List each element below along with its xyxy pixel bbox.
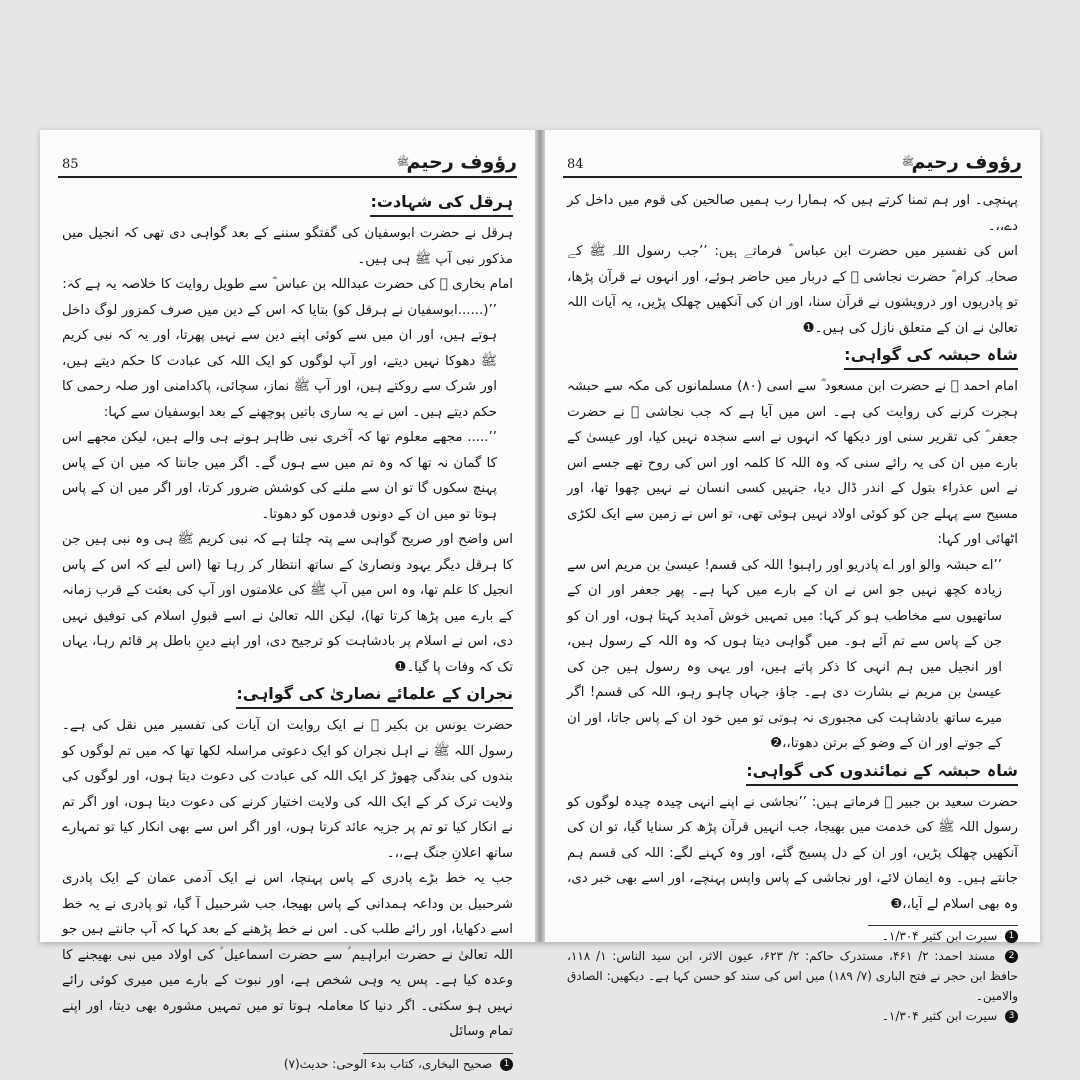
page-84 (545, 130, 1040, 1023)
footnote-text: مسند احمد: ۲/ ۴۶۱، مستدرک حاکم: ۲/ ۶۲۳، عیون الاثر، ابن سید الناس: ۱/ ۱۱۸، حافظ ابن حجر نے فتح الباری (۷/ ۱۸۹) میں اس کی سند کو حسن کہا ہے۔ دیکھیں: الصادق والامین۔ (567, 949, 1018, 1003)
page-body (62, 188, 513, 1071)
open-book (40, 130, 1040, 1071)
footnote (62, 1054, 513, 1074)
footnote (567, 946, 1018, 1006)
section-heading: شاہ حبشہ کے نمائندوں کی گواہی: (746, 759, 1018, 786)
paragraph: ہرقل نے حضرت ابوسفیان کی گفتگو سننے کے بعد گواہی دی تھی کہ انجیل میں مذکور نبی آپ ﷺ ہی ہیں۔ (62, 226, 513, 267)
paragraph: جب یہ خط بڑے پادری کے پاس پہنچا، اس نے ایک آدمی عمان کے ایک پادری شرحبیل بن وداعہ ہمدانی کے پاس بھیجا، جب شرحبیل آ گیا، تو پادری نے یہ خط اسے دکھایا، اور رائے طلب کی۔ اس نے خط پڑھنے کے بعد کہا کہ آپ جانتے ہیں جو اللہ تعالیٰ نے حضرت ابراہیم ؑ سے حضرت اسماعیل ؑ کی اولاد میں نبی بھیجنے کا وعدہ کیا ہے۔ پس یہ وہی شخص ہے، اور نبوت کے بارے میں میری کوئی رائے نہیں ہو سکتی۔ اگر دنیا کا معاملہ ہوتا تو میں تمہیں مشورہ بھی دیتا، اور اپنے تمام وسائل (62, 871, 513, 1039)
page-number: 85 (62, 157, 79, 172)
salawat-symbol-icon: ﷺ (396, 157, 409, 168)
quote-paragraph: ’’(......ابوسفیان نے ہرقل کو) بتایا کہ اس کے دین میں صرف کمزور لوگ داخل ہوتے ہیں، اور ان میں سے کوئی اپنے دین سے نہیں پھرتا، اور یہ کہ نبی کریم ﷺ دھوکا نہیں دیتے، اور آپ لوگوں کو ایک اللہ کی عبادت کا حکم دیتے ہیں، اور شرک سے روکتے ہیں، اور آپ ﷺ نماز، سچائی، پاکدامنی اور صلہ رحمی کا حکم دیتے ہیں۔ اس نے یہ ساری باتیں پوچھنے کے بعد ابوسفیان سے کہا: (62, 302, 497, 420)
section-heading: نجران کے علمائے نصاریٰ کی گواہی: (236, 682, 513, 709)
paragraph: پہنچی۔ اور ہم تمنا کرتے ہیں کہ ہمارا رب ہمیں صالحین کی قوم میں داخل کر دے،،۔ (567, 193, 1018, 234)
footnote-number: 1 (1005, 930, 1018, 943)
page-body (567, 188, 1019, 1023)
page-number: 84 (567, 157, 584, 172)
footnote-number: 2 (1005, 950, 1018, 963)
quote-paragraph: ’’..... مجھے معلوم تھا کہ آخری نبی ظاہر ہونے ہی والے ہیں، لیکن مجھے اس کا گمان نہ تھا کہ وہ تم میں سے ہوں گے۔ اگر میں جانتا کہ میں ان کے پاس پہنچ سکوں گا تو ان سے ملنے کی کوشش ضرور کرتا، اور اگر میں ان کے پاس ہوتا تو میں ان کے دونوں قدموں کو دھوتا۔ (62, 430, 497, 522)
page-header (563, 142, 1022, 178)
paragraph: حضرت یونس بن بکیر ﷫ نے ایک روایت ان آیات کی تفسیر میں نقل کی ہے۔ رسول اللہ ﷺ نے اہل نجران کو ایک دعوتی مراسلہ لکھا تھا کہ میں تم لوگوں کو بندوں کی بندگی چھوڑ کر ایک اللہ کی عبادت کی دعوت دیتا ہوں، اور لوگوں کی ولایت ترک کر کے ایک اللہ کی ولایت اختیار کرنے کی دعوت دیتا ہوں، اور اگر تم نے انکار کیا تو تم پر جزیہ عائد کرتا ہوں، اور اگر اس سے بھی انکار کیا تو تمہارے ساتھ اعلانِ جنگ ہے،،۔ (62, 718, 513, 861)
footnote-number: 1 (500, 1058, 513, 1071)
paragraph: حضرت سعید بن جبیر ﷫ فرماتے ہیں: ’’نجاشی نے اپنے انہی چیدہ چیدہ لوگوں کو رسول اللہ ﷺ کی خدمت میں بھیجا، جب انہیں قرآن پڑھ کر سنایا گیا، تو ان کی آنکھیں چھلک پڑیں، اور ان کے دل پسیج گئے، اور وہ کہنے لگے: اللہ کی قسم ہم جانتے ہیں۔ وہ ایمان لائے، اور نجاشی کے پاس واپس پہنچے، اور اسے بھی خبر دی، وہ بھی اسلام لے آیا،،❸ (567, 794, 1018, 912)
paragraph: اس واضح اور صریح گواہی سے پتہ چلتا ہے کہ نبی کریم ﷺ ہی وہ نبی ہیں جن کا ہرقل دیگر یہود ونصاریٰ کے ساتھ انتظار کر رہا تھا (اس لیے کہ اس کے پاس انجیل کا علم تھا، وہ اس میں آپ ﷺ کی علامتوں اور آپ کی بعثت کے قرب زمانہ کے بارے میں پڑھا کرتا تھا)، لیکن اللہ تعالیٰ نے اسے قبولِ اسلام کی توفیق نہیں دی، اس نے اسلام پر بادشاہت کو ترجیح دی، اور اپنے دینِ باطل پر قائم رہا، یہاں تک کہ وفات پا گیا۔❶ (62, 532, 513, 675)
paragraph: اس کی تفسیر میں حضرت ابن عباس ؓ فرماتے ہیں: ’’جب رسول اللہ ﷺ کے صحابہ کرام ؓ حضرت نجاشی ﷫ کے دربار میں حاضر ہوئے، اور انہوں نے قرآن پڑھا، تو پادریوں اور درویشوں نے قرآن سنا، اور ان کی آنکھیں چھلک پڑیں، یہ آیات اللہ تعالیٰ نے ان کے متعلق نازل کی ہیں۔❶ (567, 244, 1018, 336)
page-85 (40, 130, 535, 1071)
paragraph: امام بخاری ﷫ کی حضرت عبداللہ بن عباس ؓ سے طویل روایت کا خلاصہ یہ ہے کہ: (62, 277, 513, 292)
section-heading: ہرقل کی شہادت: (370, 190, 513, 217)
salawat-symbol-icon: ﷺ (901, 157, 914, 168)
book-gutter (535, 130, 545, 942)
footnote (567, 926, 1018, 946)
footnote (567, 1006, 1018, 1026)
page-header (58, 142, 517, 178)
quote-paragraph: ’’اے حبشہ والو اور اے پادریو اور راہبو! اللہ کی قسم! عیسیٰ بن مریم اس سے زیادہ کچھ نہیں جو اس نے ان کے بارے میں کہا ہے۔ پھر جعفر اور ان کے ساتھیوں سے مخاطب ہو کر کہا: میں تمہیں خوش آمدید کہتا ہوں، اور ان کو جن کے پاس سے تم آئے ہو۔ میں گواہی دیتا ہوں کہ وہ اللہ کے رسول ہیں، اور انجیل میں ہم انہی کا ذکر پاتے ہیں، اور یہی وہ رسول ہیں جن کی عیسیٰ بن مریم نے بشارت دی ہے۔ جاؤ، جہاں چاہو رہو، اللہ کی قسم! اگر میرے ساتھ بادشاہت کی مجبوری نہ ہوتی تو میں خود ان کے پاس جاتا، اور ان کے جوتے اور ان کے وضو کے برتن دھوتا،،❷ (567, 557, 1002, 751)
footnote-number: 3 (1005, 1010, 1018, 1023)
running-title: رؤوف رحیم (911, 151, 1022, 173)
footnote-text: سیرت ابن کثیر ۱/۳۰۴۔ (881, 929, 998, 943)
section-heading: شاہ حبشہ کی گواہی: (844, 343, 1018, 370)
footnote-text: سیرت ابن کثیر ۱/۳۰۴۔ (881, 1009, 998, 1023)
footnote-text: صحیح البخاری، کتاب بدء الوحی: حدیث(۷) (283, 1056, 493, 1071)
running-title: رؤوف رحیم (406, 151, 517, 173)
paragraph: امام احمد ﷫ نے حضرت ابن مسعود ؓ سے اسی (۸۰) مسلمانوں کی مکہ سے حبشہ ہجرت کرنے کی روایت کی ہے۔ اس میں آیا ہے کہ جب نجاشی ﷫ نے حضرت جعفر ؓ کی تقریر سنی اور دیکھا کہ انہوں نے اسے سجدہ نہیں کیا، اور عیسیٰ کے بارے میں ان کی یہ رائے سنی کہ وہ اللہ کا کلمہ اور اس کی روح تھے جسے اس نے اس عذراء بتول کے اندر ڈال دیا، جنہیں کسی انسان نے نہیں چھوا تھا، اور مسیح سے پہلے جن کو کوئی اولاد نہیں ہوئی تھی، تو اس نے زمین سے ایک لکڑی اٹھائی اور کہا: (567, 379, 1019, 547)
